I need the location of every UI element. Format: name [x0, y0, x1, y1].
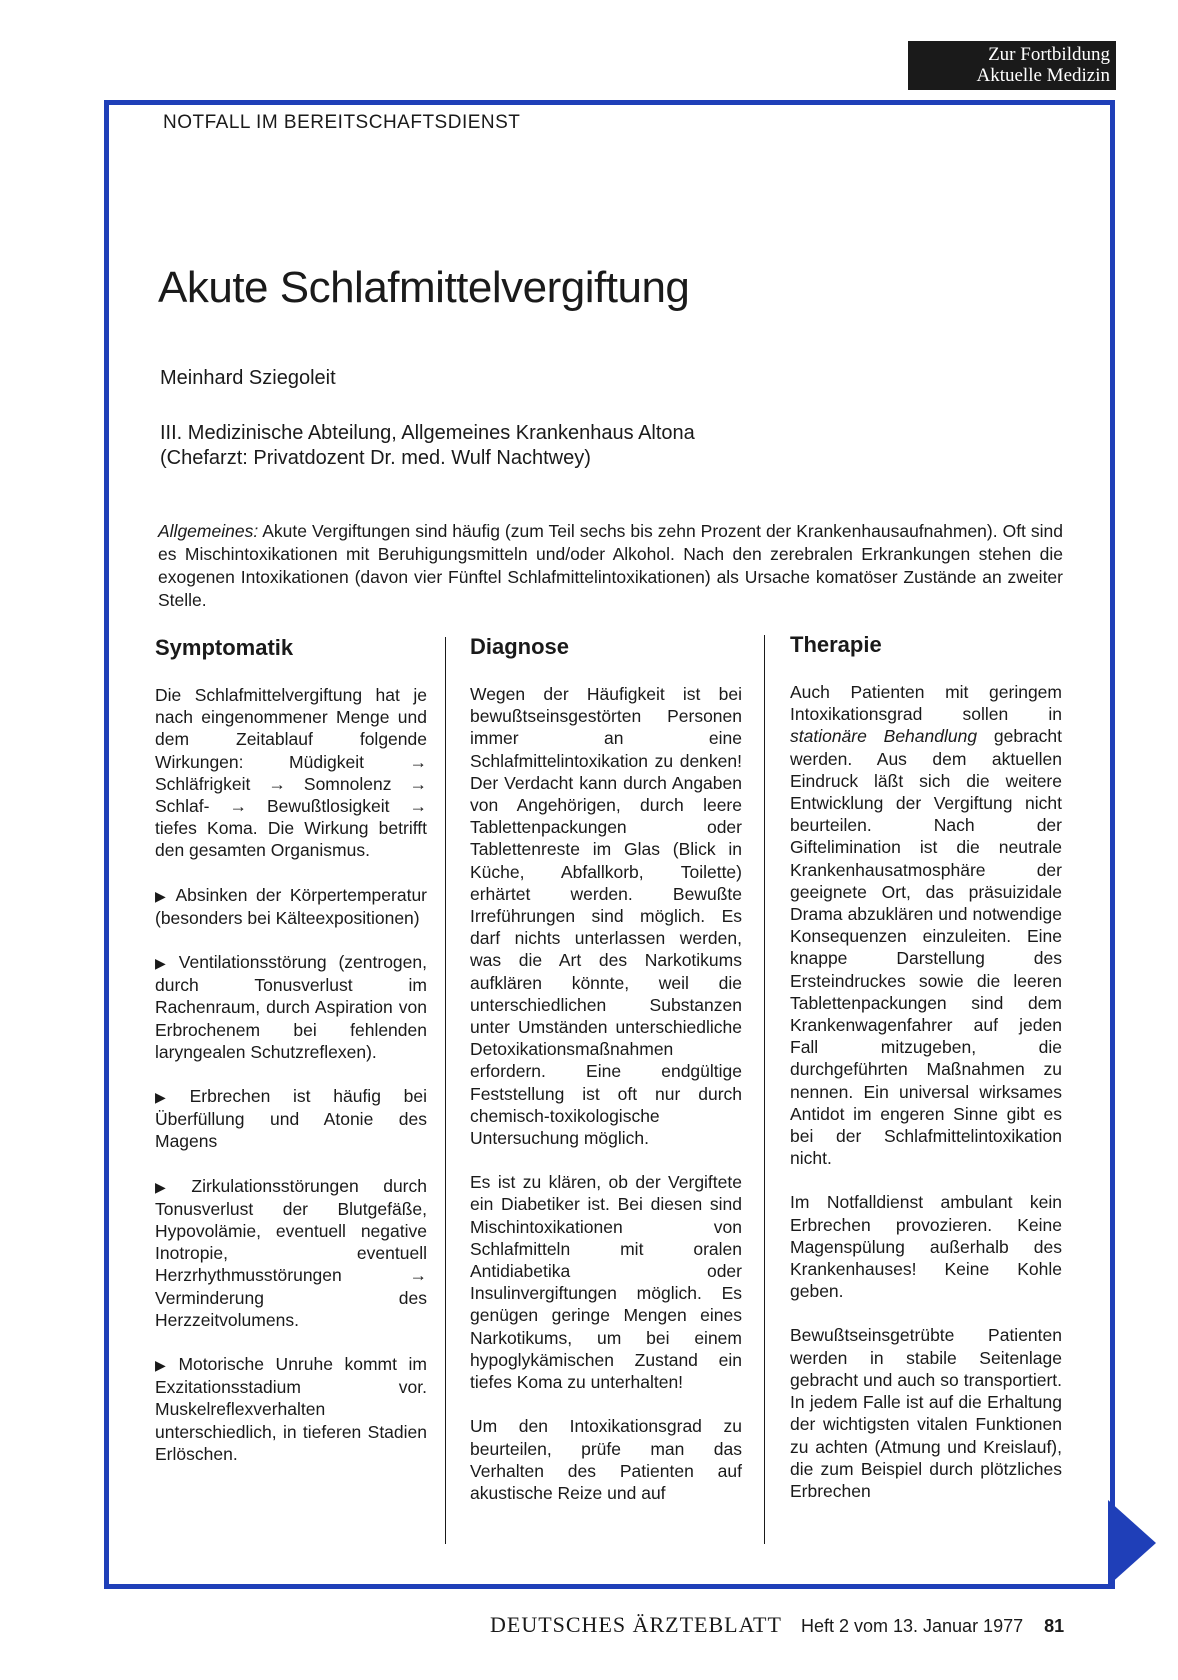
- emphasis-text: stationäre Behandlung: [790, 726, 978, 747]
- column-heading: Therapie: [790, 632, 882, 657]
- affiliation: [160, 421, 695, 471]
- paragraph: [790, 681, 1062, 1169]
- affiliation-line1: III. Medizinische Abteilung, Allgemeines Krankenhaus Altona: [160, 422, 695, 444]
- author-name: Meinhard Sziegoleit: [160, 367, 336, 389]
- paragraph: Um den Intoxikationsgrad zu beurteilen, prüfe man das Verhalten des Patienten auf akustische Reize und auf: [470, 1416, 742, 1503]
- issue-info: Heft 2 vom 13. Januar 1977: [800, 1616, 1024, 1636]
- paragraph: Im Notfalldienst ambulant kein Erbrechen provozieren. Keine Magenspülung außerhalb des Krankenhauses! Keine Kohle geben.: [790, 1192, 1062, 1302]
- paragraph: Bewußtseinsgetrübte Patienten werden in stabile Seitenlage gebracht und auch so transportiert. In jedem Falle ist auf die Erhaltung der wichtigsten vitalen Funktionen zu achten (Atmung und Kreislauf), die zum Beispiel durch plötzliches Erbrechen: [790, 1325, 1062, 1501]
- section-tab: [908, 41, 1116, 90]
- affiliation-line2: (Chefarzt: Privatdozent Dr. med. Wulf Nachtwey): [160, 447, 591, 469]
- bullet-paragraph: ▶ Motorische Unruhe kommt im Exzitationsstadium vor. Muskelreflexverhalten unterschiedlich, in tieferen Stadien Erlöschen.: [155, 1353, 427, 1465]
- column-divider: [445, 637, 446, 1544]
- paragraph: Wegen der Häufigkeit ist bei bewußtseinsgestörten Personen immer an eine Schlafmittelintoxikation zu denken! Der Verdacht kann durch Angaben von Angehörigen, durch leere Tablettenpackungen oder Tablettenreste im Glas (Blick in Küche, Abfallkorb, Toilette) erhärtet werden. Bewußte Irreführungen sind möglich. Es darf nichts unterlassen werden, was die Art des Narkotikums aufklären könnte, weil die unterschiedlichen Substanzen unter Umständen unterschiedliche Detoxikationsmaßnahmen erfordern. Eine endgültige Feststellung ist oft nur durch chemisch-toxikologische Untersuchung möglich.: [470, 684, 742, 1149]
- column-symptomatik: [155, 634, 427, 1487]
- article-title: Akute Schlafmittelvergiftung: [158, 263, 690, 312]
- paragraph-part: Auch Patienten mit geringem Intoxikationsgrad sollen in: [790, 682, 1062, 725]
- section-label: NOTFALL IM BEREITSCHAFTSDIENST: [163, 112, 521, 133]
- column-divider: [764, 635, 765, 1544]
- paragraph-part: gebracht werden. Aus dem aktuellen Eindruck läßt sich die weitere Entwicklung der Vergiftung nicht beurteilen. Nach der Giftelimination ist die neutrale Krankenhausatmosphäre der geeignete Ort, das präsuizidale Drama abzuklären und notwendige Konsequenzen einzuleiten. Eine knappe Darstellung des Ersteindruckes sowie die leeren Tablettenpackungen sind dem Krankenwagenfahrer auf jeden Fall mitzugeben, die durchgeführten Maßnahmen zu nennen. Ein universal wirksames Antidot im engeren Sinne gibt es bei der Schlafmittelintoxikation nicht.: [790, 726, 1062, 1169]
- column-heading: Symptomatik: [155, 635, 294, 660]
- bullet-paragraph: ▶ Erbrechen ist häufig bei Überfüllung und Atonie des Magens: [155, 1085, 427, 1153]
- abstract: [158, 520, 1063, 612]
- section-tab-line2: Aktuelle Medizin: [976, 65, 1110, 86]
- abstract-text: Akute Vergiftungen sind häufig (zum Teil sechs bis zehn Prozent der Krankenhausaufnahmen). Oft sind es Mischintoxikationen mit Beruhigungsmitteln und/oder Alkohol. Nach den zerebralen Erkrankungen stehen die exogenen Intoxikationen (davon vier Fünftel Schlafmittelintoxikationen) als Ursache komatöser Zustände an zweiter Stelle.: [158, 521, 1063, 610]
- journal-name: DEUTSCHES ÄRZTEBLATT: [490, 1612, 782, 1637]
- page-number: 81: [1044, 1616, 1065, 1636]
- paragraph: Die Schlafmittelvergiftung hat je nach eingenommener Menge und dem Zeitablauf folgende Wirkungen: Müdigkeit → Schläfrigkeit → Somnolenz → Schlaf- → Bewußtlosigkeit → tiefes Koma. Die Wirkung betrifft den gesamten Organismus.: [155, 685, 427, 861]
- continue-arrow-icon: [1108, 1500, 1156, 1586]
- column-therapie: [790, 631, 1062, 1524]
- bullet-paragraph: ▶ Absinken der Körpertemperatur (besonders bei Kälteexpositionen): [155, 884, 427, 929]
- column-diagnose: [470, 633, 742, 1526]
- page-footer: [490, 1612, 1064, 1638]
- section-tab-line1: Zur Fortbildung: [988, 44, 1110, 65]
- column-heading: Diagnose: [470, 634, 570, 659]
- abstract-lead: Allgemeines:: [158, 521, 259, 541]
- bullet-paragraph: ▶ Ventilationsstörung (zentrogen, durch Tonusverlust im Rachenraum, durch Aspiration von Erbrochenem bei fehlenden laryngealen Schutzreflexen).: [155, 951, 427, 1063]
- paragraph: Es ist zu klären, ob der Vergiftete ein Diabetiker ist. Bei diesen sind Mischintoxikationen von Schlafmitteln mit oralen Antidiabetika oder Insulinvergiftungen möglich. Es genügen geringe Mengen eines Narkotikums, um bei einem hypoglykämischen Zustand ein tiefes Koma zu unterhalten!: [470, 1172, 742, 1393]
- bullet-paragraph: ▶ Zirkulationsstörungen durch Tonusverlust der Blutgefäße, Hypovolämie, eventuell negative Inotropie, eventuell Herzrhythmusstörungen → Verminderung des Herzzeitvolumens.: [155, 1175, 427, 1331]
